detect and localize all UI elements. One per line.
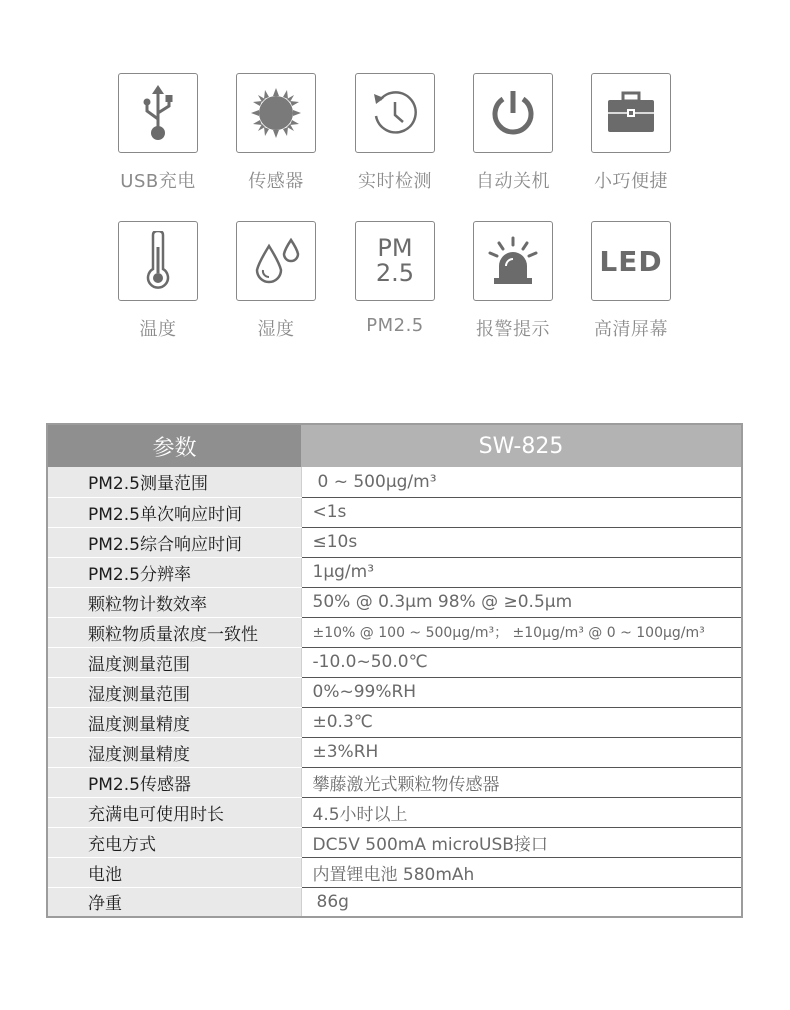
param-cell: PM2.5单次响应时间 — [47, 497, 301, 527]
param-cell: PM2.5分辨率 — [47, 557, 301, 587]
param-cell: 湿度测量范围 — [47, 677, 301, 707]
sensor-icon — [236, 73, 316, 153]
table-row — [47, 767, 742, 797]
table-row — [47, 587, 742, 617]
value-cell: 50% @ 0.3μm 98% @ ≥0.5μm — [301, 587, 742, 617]
realtime-clock-icon — [355, 73, 435, 153]
value-cell: 0%~99%RH — [301, 677, 742, 707]
feature-label: PM2.5 — [366, 315, 424, 336]
led-icon-text: LED — [599, 244, 663, 278]
table-row — [47, 887, 742, 917]
feature-pm25 — [335, 221, 455, 336]
table-row — [47, 707, 742, 737]
feature-label: 实时检测 — [358, 171, 432, 192]
briefcase-icon — [591, 73, 671, 153]
table-row — [47, 527, 742, 557]
value-cell: 攀藤激光式颗粒物传感器 — [301, 767, 742, 797]
feature-icons-grid — [0, 0, 790, 400]
pm25-icon-line2: 2.5 — [375, 259, 415, 287]
param-cell: 温度测量精度 — [47, 707, 301, 737]
value-cell: ±3%RH — [301, 737, 742, 767]
param-cell: 充电方式 — [47, 827, 301, 857]
table-row — [47, 467, 742, 497]
water-drops-icon — [236, 221, 316, 301]
param-cell: 颗粒物质量浓度一致性 — [47, 617, 301, 647]
feature-realtime-detection — [335, 73, 455, 193]
value-cell: <1s — [301, 497, 742, 527]
table-row — [47, 827, 742, 857]
table-row — [47, 617, 742, 647]
feature-label: 传感器 — [248, 171, 304, 192]
feature-temperature — [98, 221, 218, 341]
value-cell: 0 ~ 500μg/m³ — [301, 467, 742, 497]
param-cell: PM2.5综合响应时间 — [47, 527, 301, 557]
power-icon — [473, 73, 553, 153]
value-cell: 内置锂电池 580mAh — [301, 857, 742, 887]
param-cell: 净重 — [47, 887, 301, 917]
value-cell: ±10% @ 100 ~ 500μg/m³； ±10μg/m³ @ 0 ~ 100μg/m³ — [301, 617, 742, 647]
table-header-row — [47, 424, 742, 467]
feature-humidity — [216, 221, 336, 341]
header-param: 参数 — [47, 424, 301, 467]
feature-label: 温度 — [139, 319, 177, 340]
param-cell: PM2.5测量范围 — [47, 467, 301, 497]
table-row — [47, 557, 742, 587]
pm25-icon — [355, 221, 435, 301]
usb-icon — [118, 73, 198, 153]
table-row — [47, 677, 742, 707]
param-cell: 湿度测量精度 — [47, 737, 301, 767]
feature-sensor — [216, 73, 336, 193]
feature-auto-shutdown — [453, 73, 573, 193]
feature-hd-screen — [571, 221, 691, 341]
feature-compact — [571, 73, 691, 193]
alarm-light-icon — [473, 221, 553, 301]
feature-label: USB充电 — [120, 171, 196, 192]
thermometer-icon — [118, 221, 198, 301]
param-cell: 电池 — [47, 857, 301, 887]
value-cell: 86g — [301, 887, 742, 917]
feature-label: 小巧便捷 — [594, 171, 668, 192]
value-cell: ±0.3℃ — [301, 707, 742, 737]
spec-table — [46, 423, 743, 918]
value-cell: ≤10s — [301, 527, 742, 557]
feature-alarm — [453, 221, 573, 341]
table-row — [47, 797, 742, 827]
pm25-icon-line1: PM — [377, 233, 413, 262]
param-cell: 充满电可使用时长 — [47, 797, 301, 827]
param-cell: 颗粒物计数效率 — [47, 587, 301, 617]
feature-label: 高清屏幕 — [594, 319, 668, 340]
feature-label: 自动关机 — [476, 171, 550, 192]
table-row — [47, 647, 742, 677]
table-row — [47, 737, 742, 767]
feature-label: 报警提示 — [476, 319, 550, 340]
feature-label: 湿度 — [257, 319, 295, 340]
param-cell: PM2.5传感器 — [47, 767, 301, 797]
table-row — [47, 857, 742, 887]
param-cell: 温度测量范围 — [47, 647, 301, 677]
led-screen-icon — [591, 221, 671, 301]
value-cell: 1μg/m³ — [301, 557, 742, 587]
value-cell: -10.0~50.0℃ — [301, 647, 742, 677]
feature-usb-charging — [98, 73, 218, 193]
value-cell: DC5V 500mA microUSB接口 — [301, 827, 742, 857]
value-cell: 4.5小时以上 — [301, 797, 742, 827]
table-row — [47, 497, 742, 527]
header-model: SW-825 — [301, 424, 742, 467]
